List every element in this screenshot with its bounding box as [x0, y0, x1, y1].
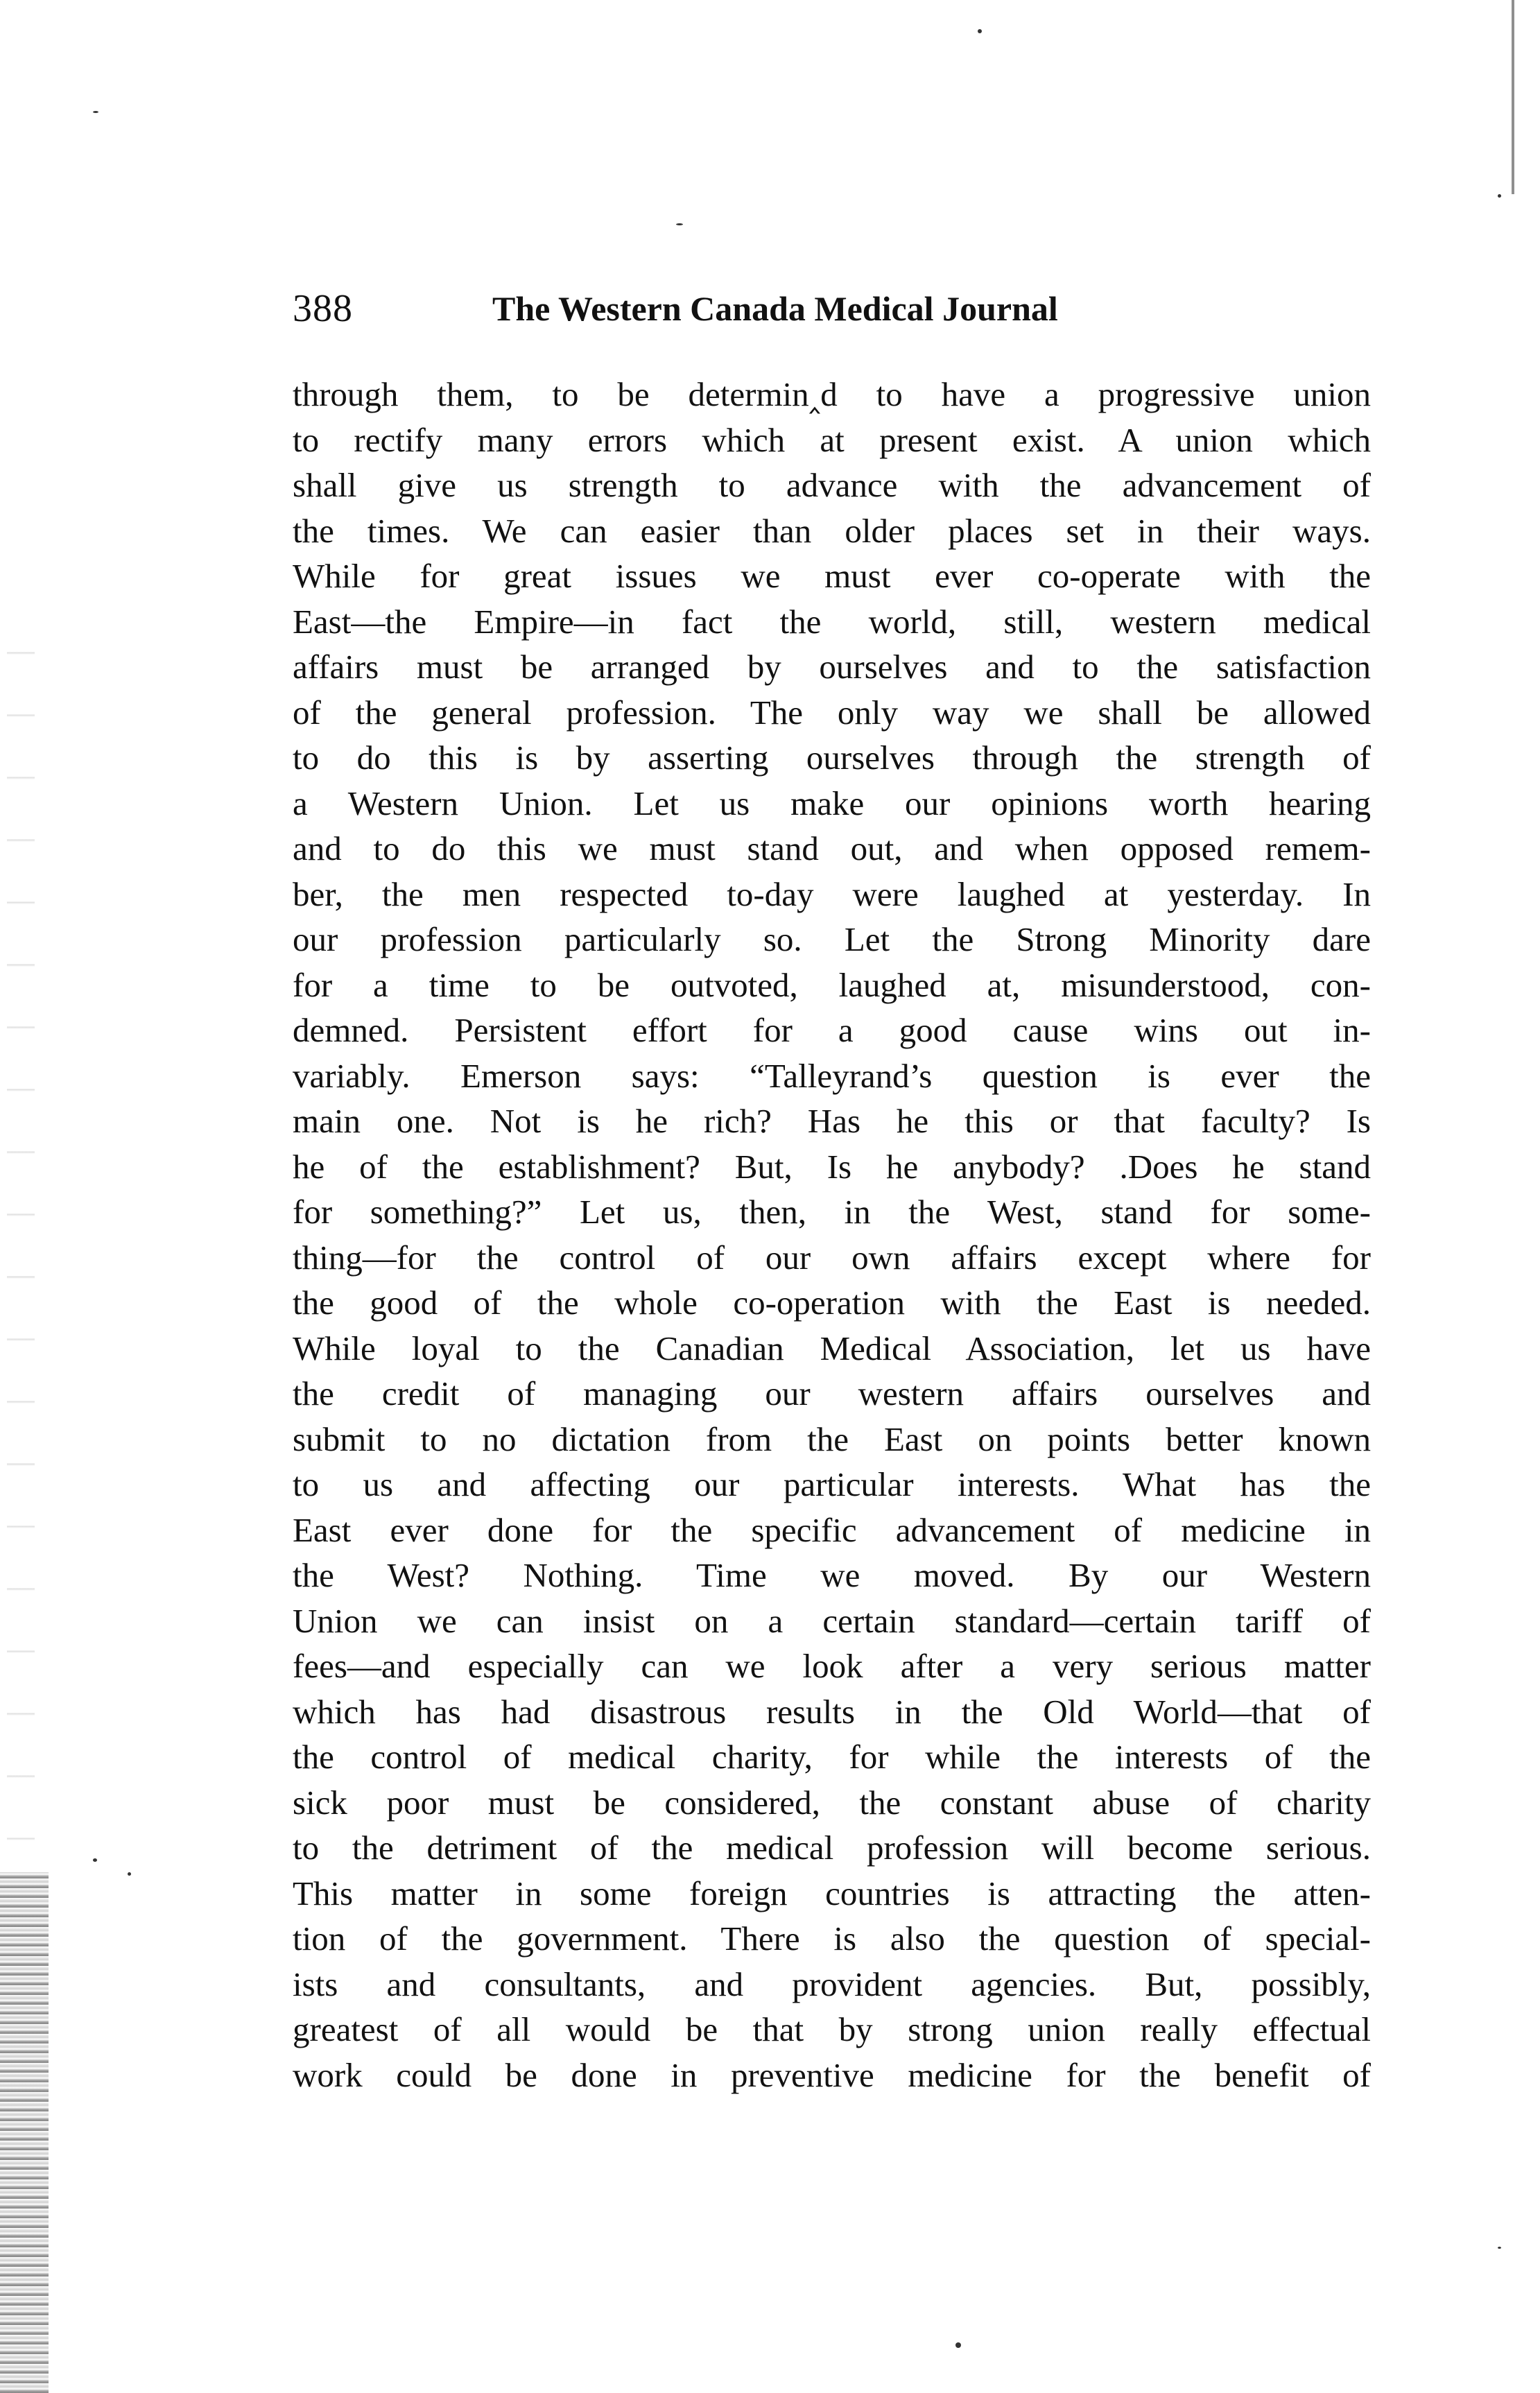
- text-line: greatest of all would be that by strong union really effectual: [293, 2010, 1371, 2048]
- text-line: the West? Nothing. Time we moved. By our Western: [293, 1556, 1371, 1594]
- text-line: East ever done for the specific advancement of medicine in: [293, 1510, 1371, 1549]
- text-line: of the general profession. The only way we shall be allowed: [293, 693, 1371, 732]
- scan-speck: [1498, 194, 1501, 198]
- running-header: [293, 277, 1409, 340]
- running-title: The Western Canada Medical Journal: [492, 289, 1058, 328]
- text-line: and to do this we must stand out, and when opposed remem-: [293, 829, 1371, 867]
- text-line: which has had disastrous results in the Old World—that of: [293, 1692, 1371, 1731]
- text-line: for a time to be outvoted, laughed at, misunderstood, con-: [293, 965, 1371, 1004]
- text-line: the good of the whole co-operation with the East is needed.: [293, 1284, 1371, 1322]
- scan-speck: [93, 111, 98, 113]
- scan-edge-mark: [1512, 0, 1514, 194]
- text-line: thing—for the control of our own affairs except where for: [293, 1238, 1371, 1277]
- text-line: the credit of managing our western affairs ourselves and: [293, 1374, 1371, 1413]
- page-number: 388: [293, 287, 353, 330]
- text-line: Union we can insist on a certain standard—certain tariff of: [293, 1601, 1371, 1640]
- scan-speck: [676, 223, 683, 225]
- text-line: to rectify many errors which at present exist. A union which: [293, 420, 1371, 459]
- text-line: While loyal to the Canadian Medical Association, let us have: [293, 1329, 1371, 1367]
- text-line: the control of medical charity, for while the interests of the: [293, 1738, 1371, 1776]
- text-line: the times. We can easier than older places set in their ways.: [293, 511, 1371, 550]
- scan-margin-noise: [0, 1872, 49, 2393]
- text-line: While for great issues we must ever co-operate with the: [293, 557, 1371, 595]
- text-line: our profession particularly so. Let the Strong Minority dare: [293, 920, 1371, 958]
- scan-speck: [978, 29, 982, 33]
- text-line: to do this is by asserting ourselves through the strength of: [293, 738, 1371, 777]
- scan-speck: [1498, 2247, 1501, 2249]
- text-line: main one. Not is he rich? Has he this or that faculty? Is: [293, 1102, 1371, 1140]
- text-line: This matter in some foreign countries is attracting the atten-: [293, 1874, 1371, 1912]
- text-line: a Western Union. Let us make our opinions worth hearing: [293, 784, 1371, 822]
- text-line: to the detriment of the medical profession will become serious.: [293, 1829, 1371, 1867]
- text-line: ber, the men respected to-day were laughed at yesterday. In: [293, 874, 1371, 913]
- text-line: to us and affecting our particular interests. What has the: [293, 1465, 1371, 1503]
- text-line: fees—and especially can we look after a very serious matter: [293, 1647, 1371, 1685]
- text-line: tion of the government. There is also the question of special-: [293, 1919, 1371, 1958]
- text-line: demned. Persistent effort for a good cause wins out in-: [293, 1011, 1371, 1049]
- scan-speck: [93, 1858, 97, 1862]
- text-line: variably. Emerson says: “Talleyrand’s question is ever the: [293, 1056, 1371, 1095]
- text-line: ists and consultants, and provident agencies. But, possibly,: [293, 1964, 1371, 2003]
- body-text: [293, 372, 1371, 2098]
- text-line: shall give us strength to advance with the advancement of: [293, 466, 1371, 504]
- scan-speck: [955, 2342, 961, 2348]
- text-line: sick poor must be considered, the constant abuse of charity: [293, 1783, 1371, 1822]
- text-line: submit to no dictation from the East on points better known: [293, 1419, 1371, 1458]
- text-line: through them, to be determin‸d to have a progressive union: [293, 375, 1371, 413]
- text-line: affairs must be arranged by ourselves and to the satisfaction: [293, 648, 1371, 686]
- text-line: he of the establishment? But, Is he anybody? .Does he stand: [293, 1147, 1371, 1186]
- text-line: for something?” Let us, then, in the West, stand for some-: [293, 1193, 1371, 1231]
- text-line: work could be done in preventive medicine for the benefit of: [293, 2055, 1371, 2094]
- text-line: East—the Empire—in fact the world, still, western medical: [293, 602, 1371, 641]
- scan-speck: [128, 1872, 131, 1876]
- scan-margin-specks: [7, 624, 35, 1872]
